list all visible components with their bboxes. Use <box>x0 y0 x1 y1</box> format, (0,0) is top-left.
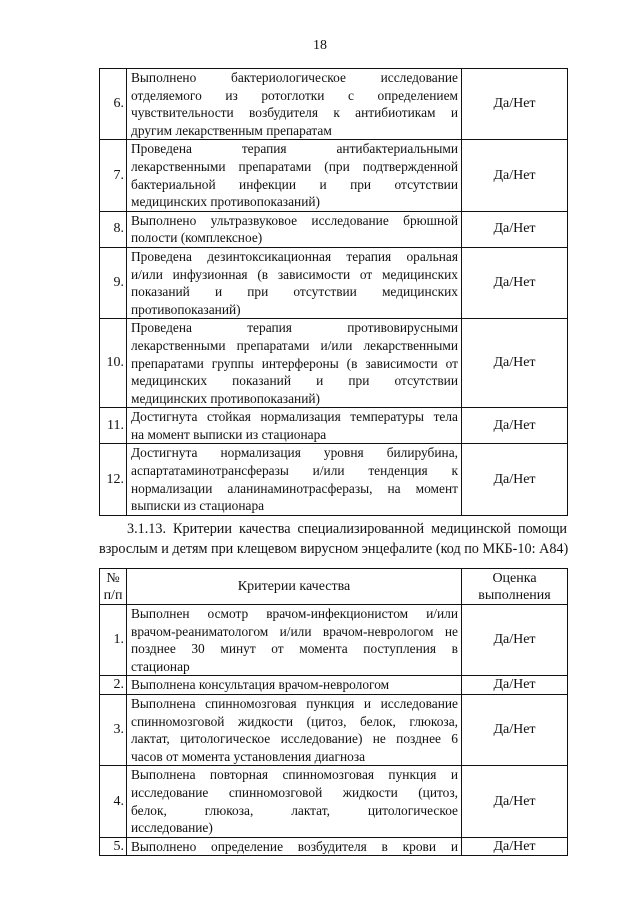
criterion-text-line: и/или инфузионная (в зависимости от медицинских <box>131 266 458 282</box>
row-number: 11. <box>100 408 127 444</box>
criterion-text-line: Проведена дезинтоксикационная терапия оральная <box>131 248 458 264</box>
table-row <box>100 444 568 515</box>
criterion-text-line: Достигнута нормализация уровня билирубина, <box>131 445 458 461</box>
criterion-text-line: исследование спинномозговой жидкости (цитоз, <box>131 784 458 800</box>
table-row <box>100 319 568 408</box>
table-row <box>100 69 568 140</box>
criterion-text-line: лекарственными препаратами (при подтвержденной <box>131 158 458 174</box>
table-row <box>100 676 568 695</box>
evaluation-value: Да/Нет <box>462 247 568 318</box>
evaluation-value: Да/Нет <box>462 444 568 515</box>
criterion-text-line: стационар <box>131 658 190 674</box>
criterion-text-line: выписки из стационара <box>131 498 265 514</box>
criterion-text-line: на момент выписки из стационара <box>131 426 327 442</box>
evaluation-value: Да/Нет <box>462 211 568 247</box>
column-header-evaluation <box>462 569 568 605</box>
criterion-text-line: Выполнен осмотр врачом-инфекционистом и/или <box>131 606 458 621</box>
evaluation-value: Да/Нет <box>462 319 568 408</box>
row-number: 9. <box>100 247 127 318</box>
evaluation-value: Да/Нет <box>462 605 568 676</box>
table-row <box>100 837 568 856</box>
criterion-text-line: чувствительности возбудителя к антибиотикам и <box>131 105 458 121</box>
criterion-text-line: лактат, цитологическое исследование) не позднее 6 <box>131 731 458 747</box>
criterion-text-line: Проведена терапия противовирусными <box>131 320 458 336</box>
column-header-criteria: Критерии качества <box>127 569 462 605</box>
evaluation-value: Да/Нет <box>462 140 568 211</box>
criterion-text-line: другим лекарственным препаратам <box>131 122 332 138</box>
row-number: 10. <box>100 319 127 408</box>
table-row <box>100 247 568 318</box>
quality-criteria-table-tick-borne-encephalitis <box>99 568 568 856</box>
criterion-text-line: Выполнена консультация врачом-неврологом <box>131 677 390 693</box>
criterion-text-line: Выполнено бактериологическое исследование <box>131 70 458 85</box>
criterion-text-line: противопоказаний) <box>131 301 241 317</box>
section-heading-line-2: взрослым и детям при клещевом вирусном энцефалите (код по МКБ-10: А84) <box>99 541 569 557</box>
criterion-text-line: белок, глюкоза, лактат, цитологическое <box>131 802 458 818</box>
section-heading-line-1: 3.1.13. Критерии качества специализированной медицинской помощи <box>127 521 567 537</box>
criterion-text <box>127 694 462 765</box>
column-header-evaluation-line-2: выполнения <box>478 587 551 603</box>
criterion-text <box>127 319 462 408</box>
criterion-text-line: Выполнено определение возбудителя в крови и <box>131 838 458 854</box>
column-header-number-line-2: п/п <box>103 587 123 603</box>
criterion-text <box>127 69 462 140</box>
criterion-text <box>127 140 462 211</box>
row-number: 7. <box>100 140 127 211</box>
criterion-text <box>127 408 462 444</box>
criterion-text-line: показаний и при отсутствии медицинских <box>131 284 458 300</box>
criterion-text-line: медицинских противопоказаний) <box>131 194 320 210</box>
table-header-row <box>100 569 568 605</box>
criterion-text-line: нормализации аланинаминотрасферазы, на момент <box>131 480 458 496</box>
criterion-text-line: врачом-реаниматологом и/или врачом-неврологом не <box>131 623 458 639</box>
criterion-text-line: исследование) <box>131 820 213 836</box>
row-number: 4. <box>100 766 127 837</box>
criterion-text <box>127 605 462 676</box>
quality-criteria-table-continued <box>99 68 568 516</box>
row-number: 1. <box>100 605 127 676</box>
criterion-text-line: Выполнено ультразвуковое исследование брюшной <box>131 212 458 228</box>
criterion-text <box>127 247 462 318</box>
table-row <box>100 140 568 211</box>
criterion-text-line: часов от момента установления диагноза <box>131 748 366 764</box>
row-number: 6. <box>100 69 127 140</box>
criterion-text-line: бактериальной инфекции и при отсутствии <box>131 176 458 192</box>
table-row <box>100 605 568 676</box>
criterion-text <box>127 676 462 695</box>
evaluation-value: Да/Нет <box>462 408 568 444</box>
criterion-text-line: отделяемого из ротоглотки с определением <box>131 87 458 103</box>
criterion-text <box>127 211 462 247</box>
criterion-text-line: препаратами группы интерфероны (в зависимости от <box>131 355 458 371</box>
table-row <box>100 408 568 444</box>
table-row <box>100 211 568 247</box>
column-header-evaluation-line-1: Оценка <box>492 570 537 586</box>
column-header-number-line-1: № <box>106 570 120 586</box>
criterion-text-line: медицинских противопоказаний) <box>131 390 320 406</box>
row-number: 5. <box>100 837 127 856</box>
criterion-text <box>127 837 462 856</box>
criterion-text-line: аспартатаминотрансферазы и/или тенденция к <box>131 463 458 479</box>
criterion-text <box>127 766 462 837</box>
table-row <box>100 766 568 837</box>
criterion-text-line: Выполнена повторная спинномозговая пункция и <box>131 767 458 783</box>
evaluation-value: Да/Нет <box>462 69 568 140</box>
row-number: 3. <box>100 694 127 765</box>
criterion-text-line: спинномозговой жидкости (цитоз, белок, глюкоза, <box>131 713 458 729</box>
table-row <box>100 694 568 765</box>
criterion-text-line: лекарственными препаратами и/или лекарственными <box>131 337 458 353</box>
section-heading <box>99 519 567 559</box>
evaluation-value: Да/Нет <box>462 694 568 765</box>
evaluation-value: Да/Нет <box>462 766 568 837</box>
criterion-text <box>127 444 462 515</box>
criterion-text-line: полости (комплексное) <box>131 230 263 246</box>
column-header-number <box>100 569 127 605</box>
row-number: 8. <box>100 211 127 247</box>
criterion-text-line: позднее 30 минут от момента поступления в <box>131 641 458 657</box>
row-number: 2. <box>100 676 127 695</box>
criterion-text-line: Достигнута стойкая нормализация температуры тела <box>131 409 458 425</box>
row-number: 12. <box>100 444 127 515</box>
criterion-text-line: Проведена терапия антибактериальными <box>131 141 458 157</box>
criterion-text-line: Выполнена спинномозговая пункция и исследование <box>131 695 458 711</box>
evaluation-value: Да/Нет <box>462 837 568 856</box>
page-number: 18 <box>313 38 327 53</box>
evaluation-value: Да/Нет <box>462 676 568 695</box>
criterion-text-line: медицинских показаний и при отсутствии <box>131 373 458 389</box>
